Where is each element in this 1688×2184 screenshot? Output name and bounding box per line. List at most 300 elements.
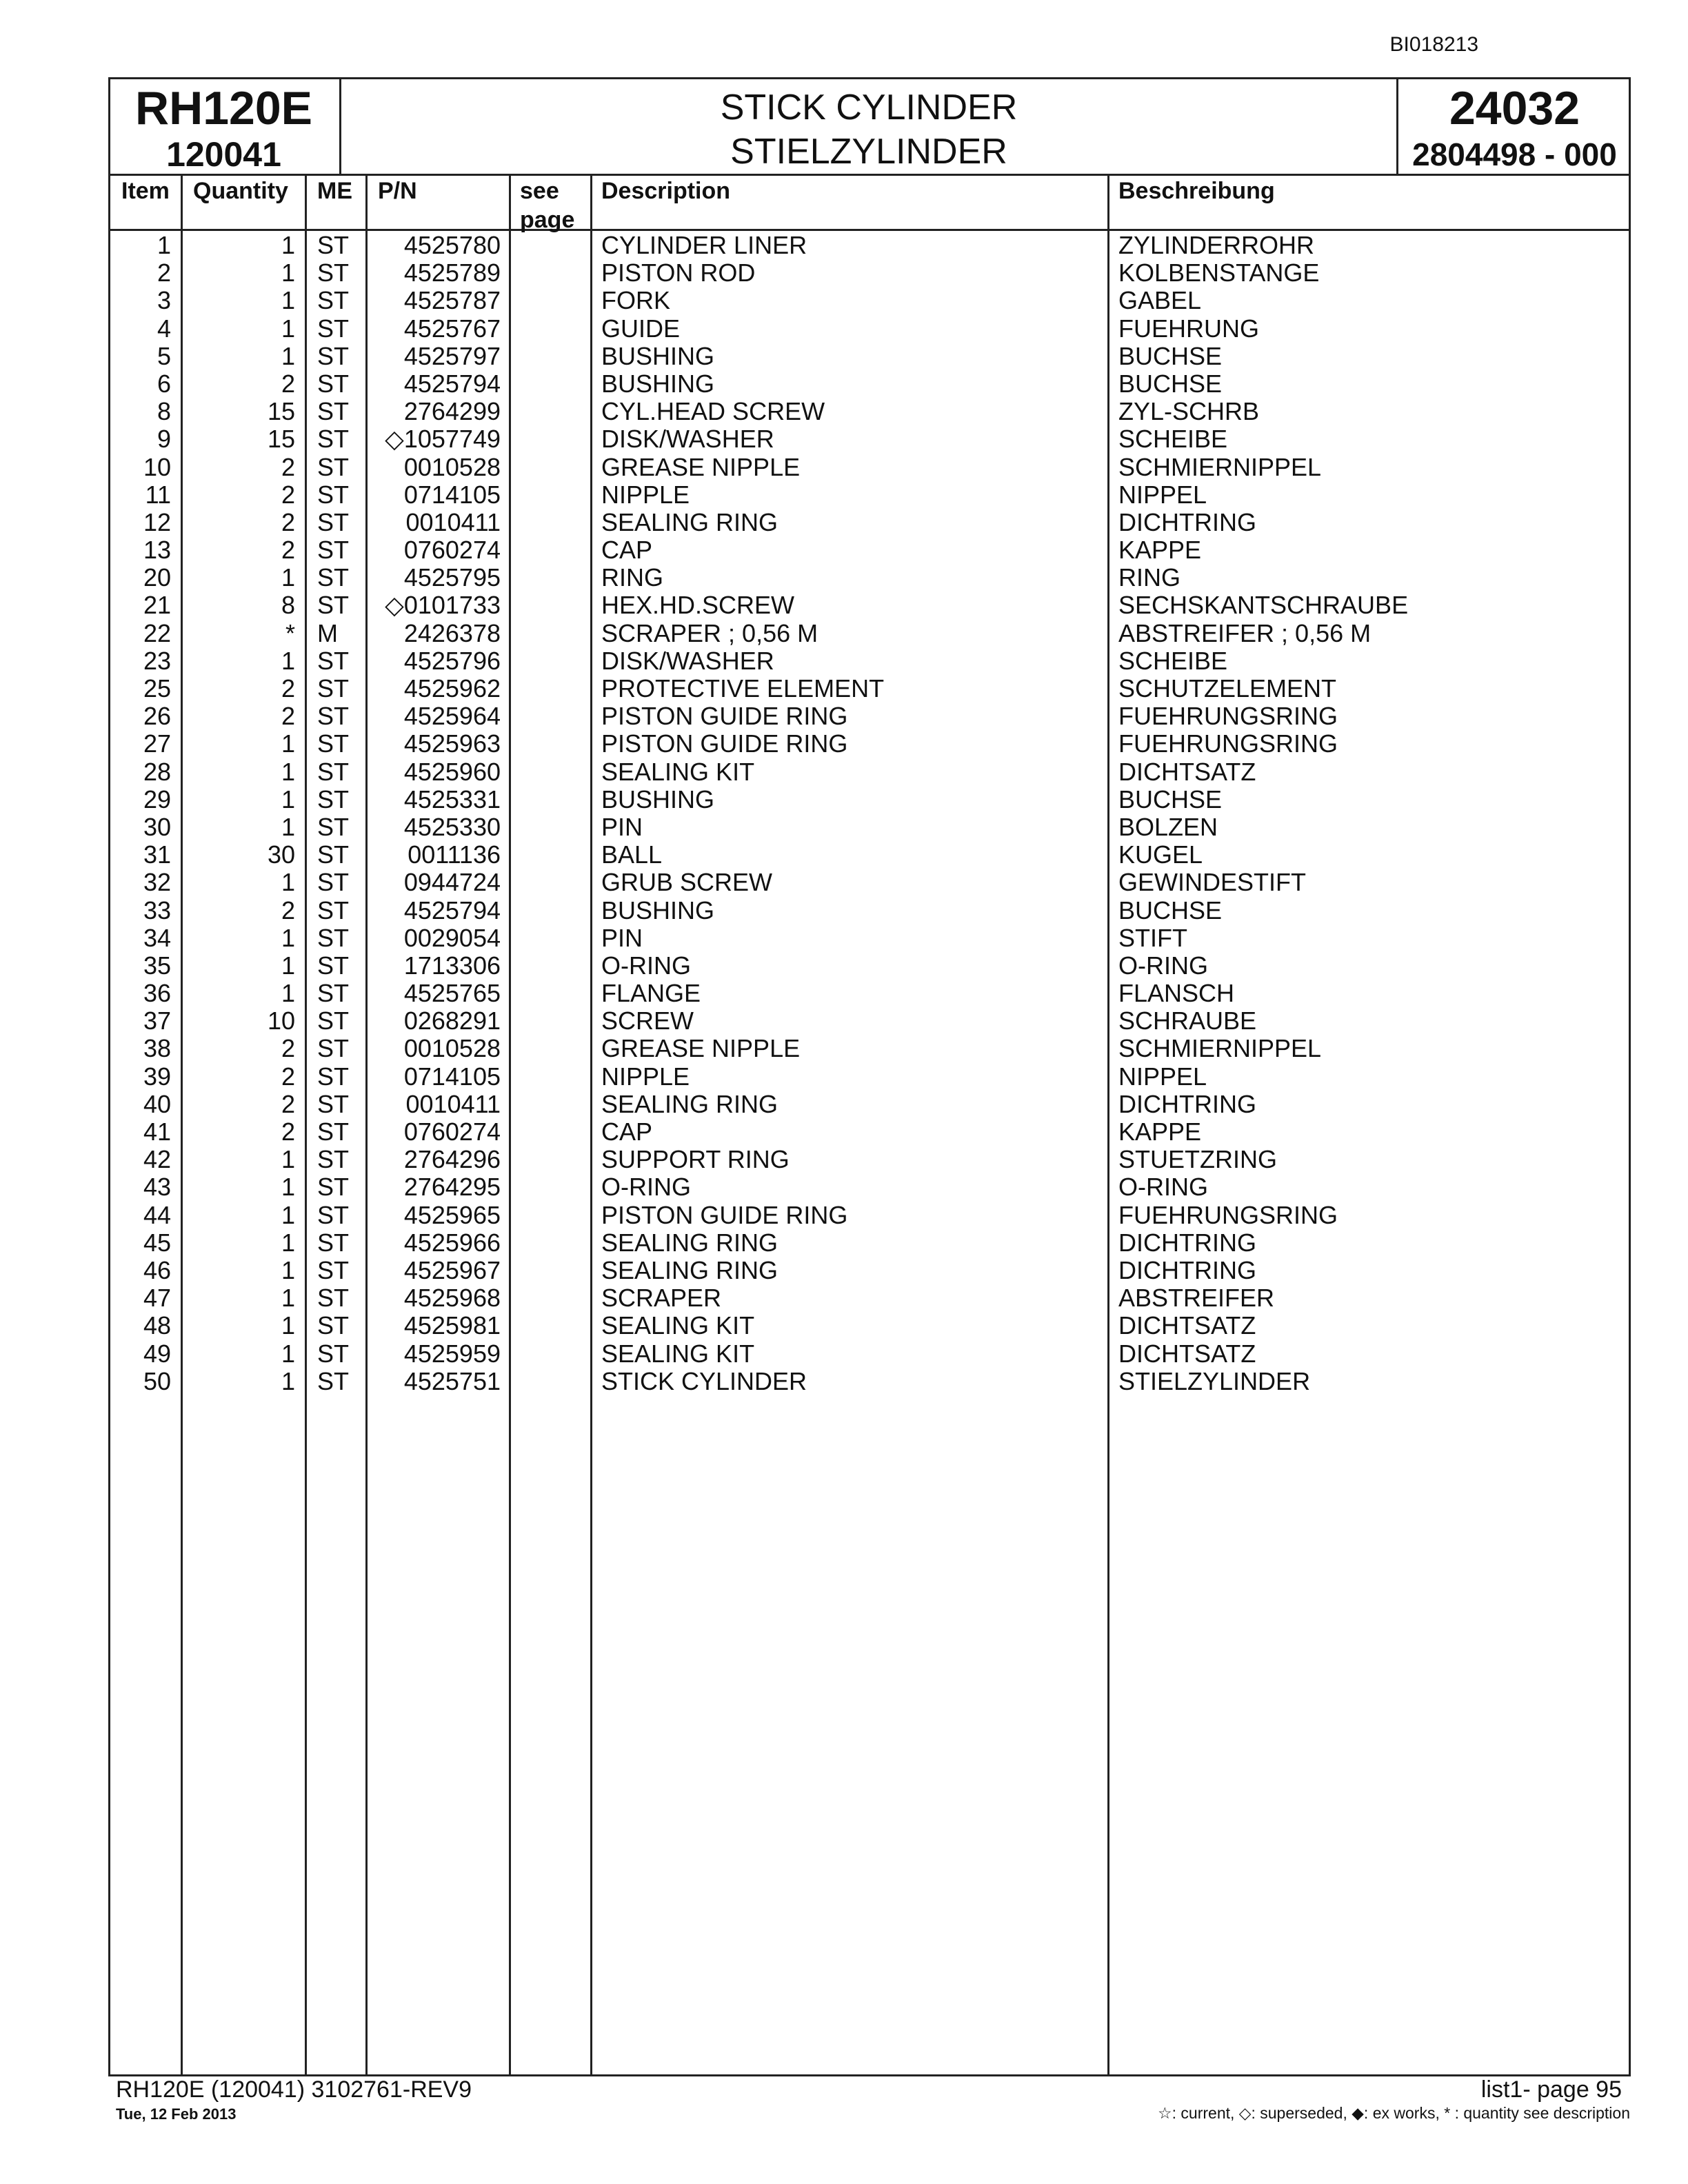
item-cell: 13 xyxy=(143,536,171,565)
description-cell: CAP xyxy=(601,1118,653,1146)
beschreibung-cell: DICHTRING xyxy=(1118,507,1256,536)
part-number-cell: 4525965 xyxy=(403,1200,501,1229)
description-cell: PIN xyxy=(601,923,643,952)
part-number-cell: 0760274 xyxy=(403,1118,501,1146)
item-cell: 21 xyxy=(143,591,171,620)
quantity-cell: 1 xyxy=(281,286,295,315)
beschreibung-cell: SCHMIERNIPPEL xyxy=(1118,452,1322,481)
part-number-cell: 0029054 xyxy=(403,923,501,952)
table-row xyxy=(0,1173,1688,1201)
table-row xyxy=(0,620,1688,647)
description-cell: CYLINDER LINER xyxy=(601,231,807,259)
description-cell: CYL.HEAD SCREW xyxy=(601,397,825,426)
part-number-cell: 0760274 xyxy=(403,536,501,565)
unit-cell: ST xyxy=(317,259,350,287)
unit-cell: ST xyxy=(317,1118,350,1146)
beschreibung-cell: KOLBENSTANGE xyxy=(1118,259,1320,287)
table-row xyxy=(0,1146,1688,1173)
description-cell: PISTON GUIDE RING xyxy=(601,1200,848,1229)
quantity-cell: 1 xyxy=(281,1284,295,1313)
item-cell: 45 xyxy=(143,1228,171,1257)
table-row xyxy=(0,1202,1688,1229)
beschreibung-cell: FUEHRUNGSRING xyxy=(1118,1200,1338,1229)
quantity-cell: 1 xyxy=(281,1173,295,1202)
unit-cell: ST xyxy=(317,896,350,924)
table-row xyxy=(0,841,1688,869)
beschreibung-cell: SCHEIBE xyxy=(1118,646,1228,675)
description-cell: PISTON GUIDE RING xyxy=(601,702,848,731)
quantity-cell: 1 xyxy=(281,812,295,841)
item-cell: 28 xyxy=(143,757,171,786)
part-number-cell: 4525794 xyxy=(403,369,501,398)
beschreibung-cell: BOLZEN xyxy=(1118,812,1218,841)
beschreibung-cell: BUCHSE xyxy=(1118,341,1223,370)
beschreibung-cell: SCHUTZELEMENT xyxy=(1118,674,1337,702)
quantity-cell: 1 xyxy=(281,341,295,370)
description-cell: SCRAPER ; 0,56 M xyxy=(601,618,818,647)
description-cell: NIPPLE xyxy=(601,480,690,509)
description-cell: SCRAPER xyxy=(601,1284,722,1313)
part-number-cell: 4525962 xyxy=(403,674,501,702)
table-row xyxy=(0,315,1688,343)
description-cell: HEX.HD.SCREW xyxy=(601,591,795,620)
beschreibung-cell: KAPPE xyxy=(1118,536,1202,565)
table-row xyxy=(0,675,1688,702)
description-cell: BUSHING xyxy=(601,341,715,370)
description-cell: RING xyxy=(601,563,663,592)
beschreibung-cell: O-RING xyxy=(1118,951,1208,980)
item-cell: 27 xyxy=(143,729,171,758)
beschreibung-cell: SECHSKANTSCHRAUBE xyxy=(1118,591,1409,620)
description-cell: FLANGE xyxy=(601,979,701,1008)
table-row xyxy=(0,897,1688,924)
description-cell: PIN xyxy=(601,812,643,841)
unit-cell: ST xyxy=(317,1284,350,1313)
beschreibung-cell: FUEHRUNG xyxy=(1118,314,1259,343)
table-row xyxy=(0,1229,1688,1257)
beschreibung-cell: DICHTSATZ xyxy=(1118,1311,1256,1340)
column-header-quantity: Quantity xyxy=(193,178,288,204)
description-cell: SEALING KIT xyxy=(601,1311,755,1340)
quantity-cell: 8 xyxy=(281,591,295,620)
part-number-cell: 4525968 xyxy=(403,1284,501,1313)
description-cell: NIPPLE xyxy=(601,1062,690,1091)
unit-cell: ST xyxy=(317,341,350,370)
table-row xyxy=(0,232,1688,259)
beschreibung-cell: FUEHRUNGSRING xyxy=(1118,702,1338,731)
quantity-cell: 2 xyxy=(281,480,295,509)
quantity-cell: 2 xyxy=(281,1034,295,1063)
unit-cell: ST xyxy=(317,1366,350,1395)
part-number-cell: 4525796 xyxy=(403,646,501,675)
description-cell: BALL xyxy=(601,840,663,869)
unit-cell: ST xyxy=(317,231,350,259)
item-cell: 5 xyxy=(157,341,171,370)
unit-cell: ST xyxy=(317,1228,350,1257)
description-cell: O-RING xyxy=(601,951,691,980)
description-cell: GREASE NIPPLE xyxy=(601,1034,801,1063)
item-cell: 35 xyxy=(143,951,171,980)
table-row xyxy=(0,1340,1688,1368)
description-cell: GRUB SCREW xyxy=(601,868,773,897)
quantity-cell: 2 xyxy=(281,674,295,702)
item-cell: 2 xyxy=(157,259,171,287)
description-cell: SEALING KIT xyxy=(601,1339,755,1368)
quantity-cell: 2 xyxy=(281,507,295,536)
unit-cell: ST xyxy=(317,674,350,702)
beschreibung-cell: DICHTRING xyxy=(1118,1089,1256,1118)
unit-cell: ST xyxy=(317,646,350,675)
column-header-pn: P/N xyxy=(378,178,417,204)
item-cell: 4 xyxy=(157,314,171,343)
table-row xyxy=(0,758,1688,786)
table-row xyxy=(0,1118,1688,1146)
column-header-see-page xyxy=(520,176,574,234)
part-number-cell: 4525795 xyxy=(403,563,501,592)
quantity-cell: 1 xyxy=(281,923,295,952)
quantity-cell: 1 xyxy=(281,1145,295,1174)
item-cell: 48 xyxy=(143,1311,171,1340)
footer-document-ref: RH120E (120041) 3102761-REV9 xyxy=(116,2076,472,2103)
quantity-cell: 1 xyxy=(281,729,295,758)
quantity-cell: 1 xyxy=(281,785,295,813)
part-number-cell: 4525767 xyxy=(403,314,501,343)
beschreibung-cell: STIELZYLINDER xyxy=(1118,1366,1311,1395)
quantity-cell: 2 xyxy=(281,1089,295,1118)
group-part-number: 2804498 - 000 xyxy=(1412,136,1617,172)
document-id: BI018213 xyxy=(1389,33,1478,56)
unit-cell: ST xyxy=(317,1145,350,1174)
unit-cell: M xyxy=(317,618,338,647)
part-number-cell: 4525794 xyxy=(403,896,501,924)
title-english: STICK CYLINDER xyxy=(720,88,1018,128)
part-number-cell: 0714105 xyxy=(403,1062,501,1091)
table-row xyxy=(0,730,1688,758)
part-number-cell: 4525964 xyxy=(403,702,501,731)
unit-cell: ST xyxy=(317,757,350,786)
beschreibung-cell: DICHTRING xyxy=(1118,1228,1256,1257)
item-cell: 12 xyxy=(143,507,171,536)
part-number-cell: ◇0101733 xyxy=(385,591,501,620)
description-cell: SEALING KIT xyxy=(601,757,755,786)
description-cell: SEALING RING xyxy=(601,1255,778,1284)
unit-cell: ST xyxy=(317,1339,350,1368)
beschreibung-cell: ABSTREIFER xyxy=(1118,1284,1275,1313)
beschreibung-cell: RING xyxy=(1118,563,1180,592)
part-number-cell: 0010411 xyxy=(405,1089,501,1118)
table-row xyxy=(0,786,1688,813)
item-cell: 9 xyxy=(157,425,171,454)
unit-cell: ST xyxy=(317,1062,350,1091)
description-cell: FORK xyxy=(601,286,671,315)
item-cell: 23 xyxy=(143,646,171,675)
table-row xyxy=(0,1035,1688,1062)
item-cell: 25 xyxy=(143,674,171,702)
table-row xyxy=(0,952,1688,980)
part-number-cell: 4525967 xyxy=(403,1255,501,1284)
item-cell: 11 xyxy=(145,480,171,509)
item-cell: 44 xyxy=(143,1200,171,1229)
item-cell: 30 xyxy=(143,812,171,841)
description-cell: SEALING RING xyxy=(601,1228,778,1257)
item-cell: 42 xyxy=(143,1145,171,1174)
part-number-cell: 4525797 xyxy=(403,341,501,370)
table-row xyxy=(0,564,1688,592)
quantity-cell: 1 xyxy=(281,757,295,786)
beschreibung-cell: ABSTREIFER ; 0,56 M xyxy=(1118,618,1372,647)
see-page-line-2: page xyxy=(520,207,575,233)
beschreibung-cell: ZYL-SCHRB xyxy=(1118,397,1260,426)
table-row xyxy=(0,1312,1688,1339)
part-number-cell: 4525963 xyxy=(403,729,501,758)
item-cell: 29 xyxy=(143,785,171,813)
quantity-cell: 1 xyxy=(281,868,295,897)
unit-cell: ST xyxy=(317,591,350,620)
description-cell: PISTON ROD xyxy=(601,259,756,287)
unit-cell: ST xyxy=(317,1007,350,1035)
part-number-cell: ◇1057749 xyxy=(385,425,501,454)
quantity-cell: 2 xyxy=(281,896,295,924)
unit-cell: ST xyxy=(317,979,350,1008)
unit-cell: ST xyxy=(317,1311,350,1340)
beschreibung-cell: ZYLINDERROHR xyxy=(1118,231,1315,259)
beschreibung-cell: KAPPE xyxy=(1118,1118,1202,1146)
column-header-item: Item xyxy=(121,178,170,204)
table-row xyxy=(0,536,1688,564)
unit-cell: ST xyxy=(317,397,350,426)
part-number-cell: 4525331 xyxy=(403,785,501,813)
beschreibung-cell: KUGEL xyxy=(1118,840,1203,869)
quantity-cell: 1 xyxy=(281,231,295,259)
part-number-cell: 2764296 xyxy=(403,1145,501,1174)
table-row xyxy=(0,980,1688,1007)
description-cell: SEALING RING xyxy=(601,1089,778,1118)
table-row xyxy=(0,259,1688,287)
item-cell: 47 xyxy=(143,1284,171,1313)
item-cell: 20 xyxy=(143,563,171,592)
table-row xyxy=(0,370,1688,398)
table-row xyxy=(0,343,1688,370)
table-row xyxy=(0,1007,1688,1035)
header-divider xyxy=(108,174,1631,176)
unit-cell: ST xyxy=(317,480,350,509)
unit-cell: ST xyxy=(317,729,350,758)
beschreibung-cell: BUCHSE xyxy=(1118,896,1223,924)
quantity-cell: 2 xyxy=(281,369,295,398)
column-header-me: ME xyxy=(317,178,352,204)
see-page-line-1: see xyxy=(520,178,559,204)
table-row xyxy=(0,481,1688,509)
item-cell: 32 xyxy=(143,868,171,897)
unit-cell: ST xyxy=(317,702,350,731)
part-number-cell: 2426378 xyxy=(403,618,501,647)
unit-cell: ST xyxy=(317,286,350,315)
part-number-cell: 0010411 xyxy=(405,507,501,536)
quantity-cell: 15 xyxy=(267,425,295,454)
quantity-cell: 1 xyxy=(281,1366,295,1395)
part-number-cell: 2764295 xyxy=(403,1173,501,1202)
quantity-cell: 1 xyxy=(281,314,295,343)
part-number-cell: 4525981 xyxy=(403,1311,501,1340)
table-row xyxy=(0,509,1688,536)
unit-cell: ST xyxy=(317,923,350,952)
unit-cell: ST xyxy=(317,1034,350,1063)
table-row xyxy=(0,1284,1688,1312)
column-header-beschreibung: Beschreibung xyxy=(1118,178,1275,204)
item-cell: 49 xyxy=(143,1339,171,1368)
unit-cell: ST xyxy=(317,425,350,454)
model-name: RH120E xyxy=(134,82,313,134)
quantity-cell: 2 xyxy=(281,452,295,481)
quantity-cell: 2 xyxy=(281,702,295,731)
part-number-cell: 4525966 xyxy=(403,1228,501,1257)
description-cell: STICK CYLINDER xyxy=(601,1366,807,1395)
unit-cell: ST xyxy=(317,563,350,592)
description-cell: DISK/WASHER xyxy=(601,425,774,454)
beschreibung-cell: BUCHSE xyxy=(1118,785,1223,813)
part-number-cell: 4525330 xyxy=(403,812,501,841)
beschreibung-cell: BUCHSE xyxy=(1118,369,1223,398)
part-number-cell: 0011136 xyxy=(408,840,501,869)
item-cell: 37 xyxy=(143,1007,171,1035)
parts-table-body xyxy=(0,232,1688,1395)
beschreibung-cell: SCHRAUBE xyxy=(1118,1007,1257,1035)
part-number-cell: 0944724 xyxy=(403,868,501,897)
beschreibung-cell: DICHTSATZ xyxy=(1118,1339,1256,1368)
description-cell: GREASE NIPPLE xyxy=(601,452,801,481)
item-cell: 33 xyxy=(143,896,171,924)
unit-cell: ST xyxy=(317,812,350,841)
quantity-cell: 1 xyxy=(281,1200,295,1229)
table-row xyxy=(0,813,1688,841)
unit-cell: ST xyxy=(317,369,350,398)
beschreibung-cell: DICHTRING xyxy=(1118,1255,1256,1284)
quantity-cell: 1 xyxy=(281,1228,295,1257)
quantity-cell: 2 xyxy=(281,1118,295,1146)
item-cell: 41 xyxy=(143,1118,171,1146)
item-cell: 50 xyxy=(143,1366,171,1395)
description-cell: DISK/WASHER xyxy=(601,646,774,675)
description-cell: BUSHING xyxy=(601,369,715,398)
unit-cell: ST xyxy=(317,868,350,897)
table-row xyxy=(0,287,1688,314)
part-number-cell: 4525780 xyxy=(403,231,501,259)
column-header-description: Description xyxy=(601,178,731,204)
table-row xyxy=(0,702,1688,730)
quantity-cell: 1 xyxy=(281,951,295,980)
table-row xyxy=(0,398,1688,425)
model-header xyxy=(108,77,341,174)
item-cell: 46 xyxy=(143,1255,171,1284)
quantity-cell: 2 xyxy=(281,1062,295,1091)
table-row xyxy=(0,647,1688,675)
part-number-cell: 4525959 xyxy=(403,1339,501,1368)
footer-legend: ☆: current, ◇: superseded, ◆: ex works, * : quantity see description xyxy=(1158,2104,1630,2122)
beschreibung-cell: NIPPEL xyxy=(1118,1062,1207,1091)
beschreibung-cell: SCHEIBE xyxy=(1118,425,1228,454)
table-row xyxy=(0,1063,1688,1091)
description-cell: PROTECTIVE ELEMENT xyxy=(601,674,885,702)
beschreibung-cell: STUETZRING xyxy=(1118,1145,1277,1174)
beschreibung-cell: GEWINDESTIFT xyxy=(1118,868,1306,897)
beschreibung-cell: O-RING xyxy=(1118,1173,1208,1202)
description-cell: GUIDE xyxy=(601,314,681,343)
description-cell: BUSHING xyxy=(601,896,715,924)
item-cell: 34 xyxy=(143,923,171,952)
quantity-cell: 1 xyxy=(281,563,295,592)
quantity-cell: 10 xyxy=(267,1007,295,1035)
item-cell: 36 xyxy=(143,979,171,1008)
item-cell: 40 xyxy=(143,1089,171,1118)
unit-cell: ST xyxy=(317,840,350,869)
beschreibung-cell: FUEHRUNGSRING xyxy=(1118,729,1338,758)
item-cell: 22 xyxy=(143,618,171,647)
part-number-cell: 1713306 xyxy=(403,951,501,980)
title-german: STIELZYLINDER xyxy=(730,132,1007,172)
table-row xyxy=(0,425,1688,453)
item-cell: 43 xyxy=(143,1173,171,1202)
beschreibung-cell: NIPPEL xyxy=(1118,480,1207,509)
description-cell: SEALING RING xyxy=(601,507,778,536)
part-number-cell: 4525789 xyxy=(403,259,501,287)
beschreibung-cell: DICHTSATZ xyxy=(1118,757,1256,786)
unit-cell: ST xyxy=(317,452,350,481)
description-cell: O-RING xyxy=(601,1173,691,1202)
table-row xyxy=(0,1368,1688,1395)
item-cell: 10 xyxy=(143,452,171,481)
quantity-cell: 2 xyxy=(281,536,295,565)
part-number-cell: 0714105 xyxy=(403,480,501,509)
item-cell: 8 xyxy=(157,397,171,426)
item-cell: 3 xyxy=(157,286,171,315)
footer-page-number: list1- page 95 xyxy=(1480,2076,1622,2103)
quantity-cell: 1 xyxy=(281,1339,295,1368)
quantity-cell: 1 xyxy=(281,259,295,287)
description-cell: BUSHING xyxy=(601,785,715,813)
part-number-cell: 4525765 xyxy=(403,979,501,1008)
description-cell: PISTON GUIDE RING xyxy=(601,729,848,758)
part-number-cell: 0268291 xyxy=(403,1007,501,1035)
item-cell: 31 xyxy=(143,840,171,869)
table-row xyxy=(0,1257,1688,1284)
item-cell: 38 xyxy=(143,1034,171,1063)
beschreibung-cell: STIFT xyxy=(1118,923,1187,952)
beschreibung-cell: SCHMIERNIPPEL xyxy=(1118,1034,1322,1063)
footer-date: Tue, 12 Feb 2013 xyxy=(116,2105,237,2123)
quantity-cell: 1 xyxy=(281,1255,295,1284)
quantity-cell: 30 xyxy=(267,840,295,869)
unit-cell: ST xyxy=(317,1089,350,1118)
unit-cell: ST xyxy=(317,1200,350,1229)
quantity-cell: 1 xyxy=(281,646,295,675)
title-header xyxy=(341,77,1396,174)
quantity-cell: 15 xyxy=(267,397,295,426)
unit-cell: ST xyxy=(317,314,350,343)
beschreibung-cell: GABEL xyxy=(1118,286,1202,315)
table-row xyxy=(0,924,1688,952)
unit-cell: ST xyxy=(317,951,350,980)
part-number-cell: 4525960 xyxy=(403,757,501,786)
item-cell: 39 xyxy=(143,1062,171,1091)
part-number-cell: 4525787 xyxy=(403,286,501,315)
unit-cell: ST xyxy=(317,785,350,813)
table-row xyxy=(0,454,1688,481)
item-cell: 1 xyxy=(157,231,171,259)
unit-cell: ST xyxy=(317,1255,350,1284)
unit-cell: ST xyxy=(317,507,350,536)
part-number-cell: 0010528 xyxy=(403,1034,501,1063)
model-number: 120041 xyxy=(166,135,281,174)
